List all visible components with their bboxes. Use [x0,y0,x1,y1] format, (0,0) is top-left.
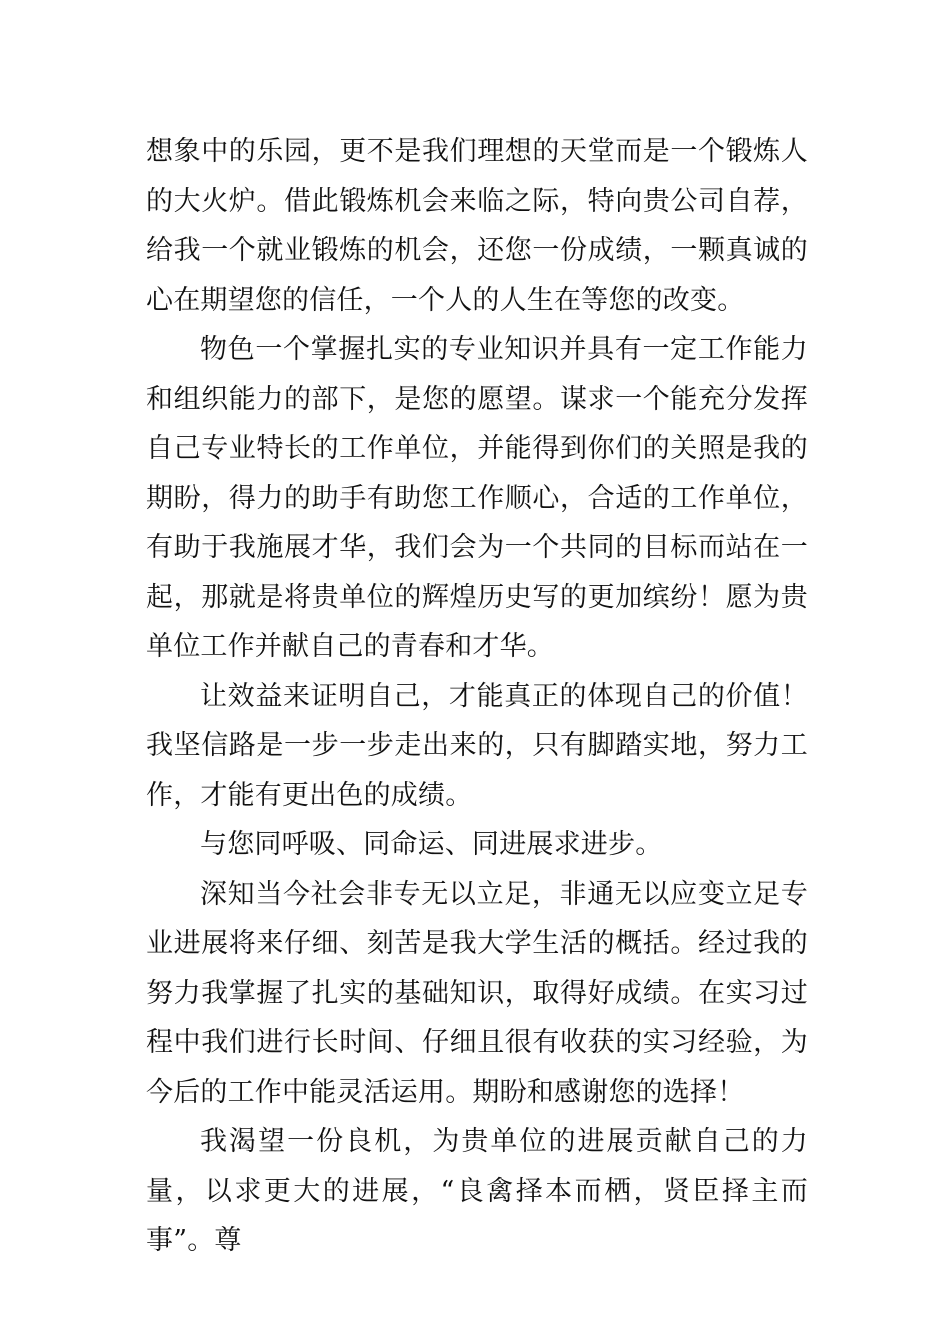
paragraph: 深知当今社会非专无以立足，非通无以应变立足专业进展将来仔细、刻苦是我大学生活的概括。经过我的努力我掌握了扎实的基础知识，取得好成绩。在实习过程中我们进行长时间、仔细且很有收获的实习经验，为今后的工作中能灵活运用。期盼和感谢您的选择！ [146,878,808,1108]
paragraph: 物色一个掌握扎实的专业知识并具有一定工作能力和组织能力的部下，是您的愿望。谋求一个能充分发挥自己专业特长的工作单位，并能得到你们的关照是我的期盼，得力的助手有助您工作顺心，合适的工作单位，有助于我施展才华，我们会为一个共同的目标而站在一起，那就是将贵单位的辉煌历史写的更加缤纷！愿为贵单位工作并献自己的青春和才华。 [146,334,808,662]
document-body [146,127,808,1266]
paragraph: 我渴望一份良机，为贵单位的进展贡献自己的力量，以求更大的进展，“良禽择本而栖，贤臣择主而事”。尊 [146,1126,808,1256]
paragraph-continuation: 想象中的乐园，更不是我们理想的天堂而是一个锻炼人的大火炉。借此锻炼机会来临之际，特向贵公司自荐，给我一个就业锻炼的机会，还您一份成绩，一颗真诚的心在期望您的信任，一个人的人生在等您的改变。 [146,136,808,316]
paragraph: 让效益来证明自己，才能真正的体现自己的价值！我坚信路是一步一步走出来的，只有脚踏实地，努力工作，才能有更出色的成绩。 [146,680,808,811]
paragraph: 与您同呼吸、同命运、同进展求进步。 [200,829,663,860]
